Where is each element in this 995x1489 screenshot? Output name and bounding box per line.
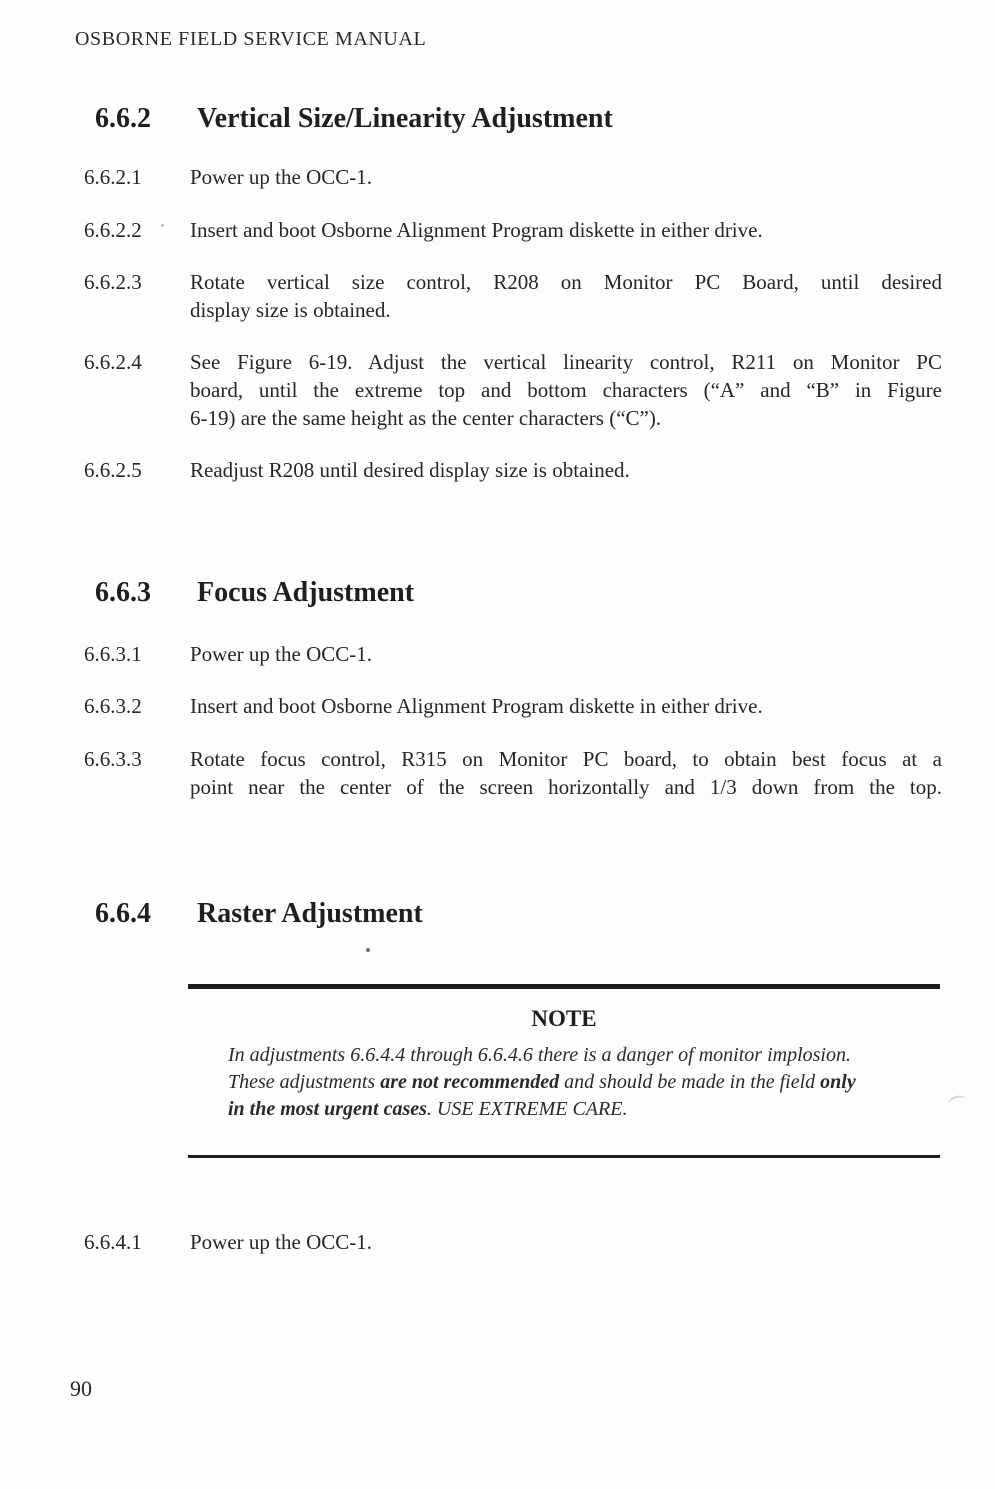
section-number: 6.6.4 — [95, 898, 151, 929]
item-text — [190, 163, 942, 191]
item-text-line: 6-19) are the same height as the center characters (“C”). — [190, 406, 662, 430]
item-text — [190, 1228, 942, 1256]
procedure-item — [84, 216, 944, 244]
item-text-line: Power up the OCC-1. — [190, 642, 372, 666]
item-number: 6.6.3.1 — [84, 642, 142, 666]
section-number: 6.6.2 — [95, 103, 151, 134]
section-title: Focus Adjustment — [197, 577, 415, 608]
section-number: 6.6.3 — [95, 577, 151, 608]
item-number: 6.6.3.2 — [84, 694, 142, 718]
procedure-item — [84, 163, 944, 191]
note-text: In adjustments 6.6.4.4 through 6.6.4.6 there is a danger of monitor implosion. — [228, 1044, 851, 1066]
item-number: 6.6.2.1 — [84, 165, 142, 189]
note-text: . USE EXTREME CARE. — [426, 1098, 628, 1120]
item-number: 6.6.2.5 — [84, 458, 142, 482]
procedure-item — [84, 1228, 944, 1256]
item-text-line: board, until the extreme top and bottom characters (“A” and “B” in Figure — [190, 378, 942, 402]
item-text — [190, 692, 942, 720]
page-number: 90 — [70, 1376, 92, 1401]
item-text-line: display size is obtained. — [190, 298, 391, 322]
item-text-line: Rotate vertical size control, R208 on Monitor PC Board, until desired — [190, 270, 942, 294]
note-rule-top — [188, 984, 940, 989]
procedure-item — [84, 268, 944, 324]
item-text-line: See Figure 6-19. Adjust the vertical linearity control, R211 on Monitor PC — [190, 350, 942, 374]
section-heading-focus — [95, 576, 414, 610]
procedure-item — [84, 640, 944, 668]
item-text-line: point near the center of the screen horizontally and 1/3 down from the top. — [190, 775, 942, 799]
item-text-line: Insert and boot Osborne Alignment Program diskette in either drive. — [190, 218, 763, 242]
running-header: OSBORNE FIELD SERVICE MANUAL — [75, 28, 427, 50]
note-text-emphasis: only — [820, 1071, 856, 1093]
note-text-emphasis: are not recommended — [380, 1071, 560, 1093]
note-text-emphasis: in the most urgent cases — [228, 1098, 427, 1120]
item-text — [190, 216, 942, 244]
item-text — [190, 268, 942, 324]
item-text — [190, 348, 942, 432]
item-text — [190, 745, 942, 801]
note-text: These adjustments — [228, 1071, 381, 1093]
procedure-item — [84, 456, 944, 484]
item-number: 6.6.2.2 — [84, 218, 142, 242]
procedure-item — [84, 348, 944, 432]
note-text: and should be made in the field — [559, 1071, 821, 1093]
section-title: Raster Adjustment — [197, 898, 423, 929]
scan-artifact-squiggle — [947, 1094, 968, 1111]
note-rule-bottom — [188, 1155, 940, 1158]
section-heading-vertical-size — [95, 102, 613, 136]
item-text — [190, 640, 942, 668]
item-number: 6.6.3.3 — [84, 747, 142, 771]
note-body-line — [228, 1044, 851, 1067]
section-heading-raster — [95, 897, 423, 931]
note-body-line — [228, 1098, 627, 1121]
item-text-line: Power up the OCC-1. — [190, 165, 372, 189]
scan-artifact-speck — [161, 224, 164, 227]
note-body-line — [228, 1071, 856, 1094]
scan-artifact-dot — [366, 948, 370, 952]
note-heading: NOTE — [531, 1006, 597, 1031]
item-text-line: Rotate focus control, R315 on Monitor PC board, to obtain best focus at a — [190, 747, 942, 771]
item-number: 6.6.2.3 — [84, 270, 142, 294]
item-text — [190, 456, 942, 484]
section-title: Vertical Size/Linearity Adjustment — [197, 103, 613, 134]
item-text-line: Power up the OCC-1. — [190, 1230, 372, 1254]
item-text-line: Insert and boot Osborne Alignment Program diskette in either drive. — [190, 694, 763, 718]
item-number: 6.6.2.4 — [84, 350, 142, 374]
item-number: 6.6.4.1 — [84, 1230, 142, 1254]
procedure-item — [84, 745, 944, 801]
item-text-line: Readjust R208 until desired display size is obtained. — [190, 458, 630, 482]
procedure-item — [84, 692, 944, 720]
